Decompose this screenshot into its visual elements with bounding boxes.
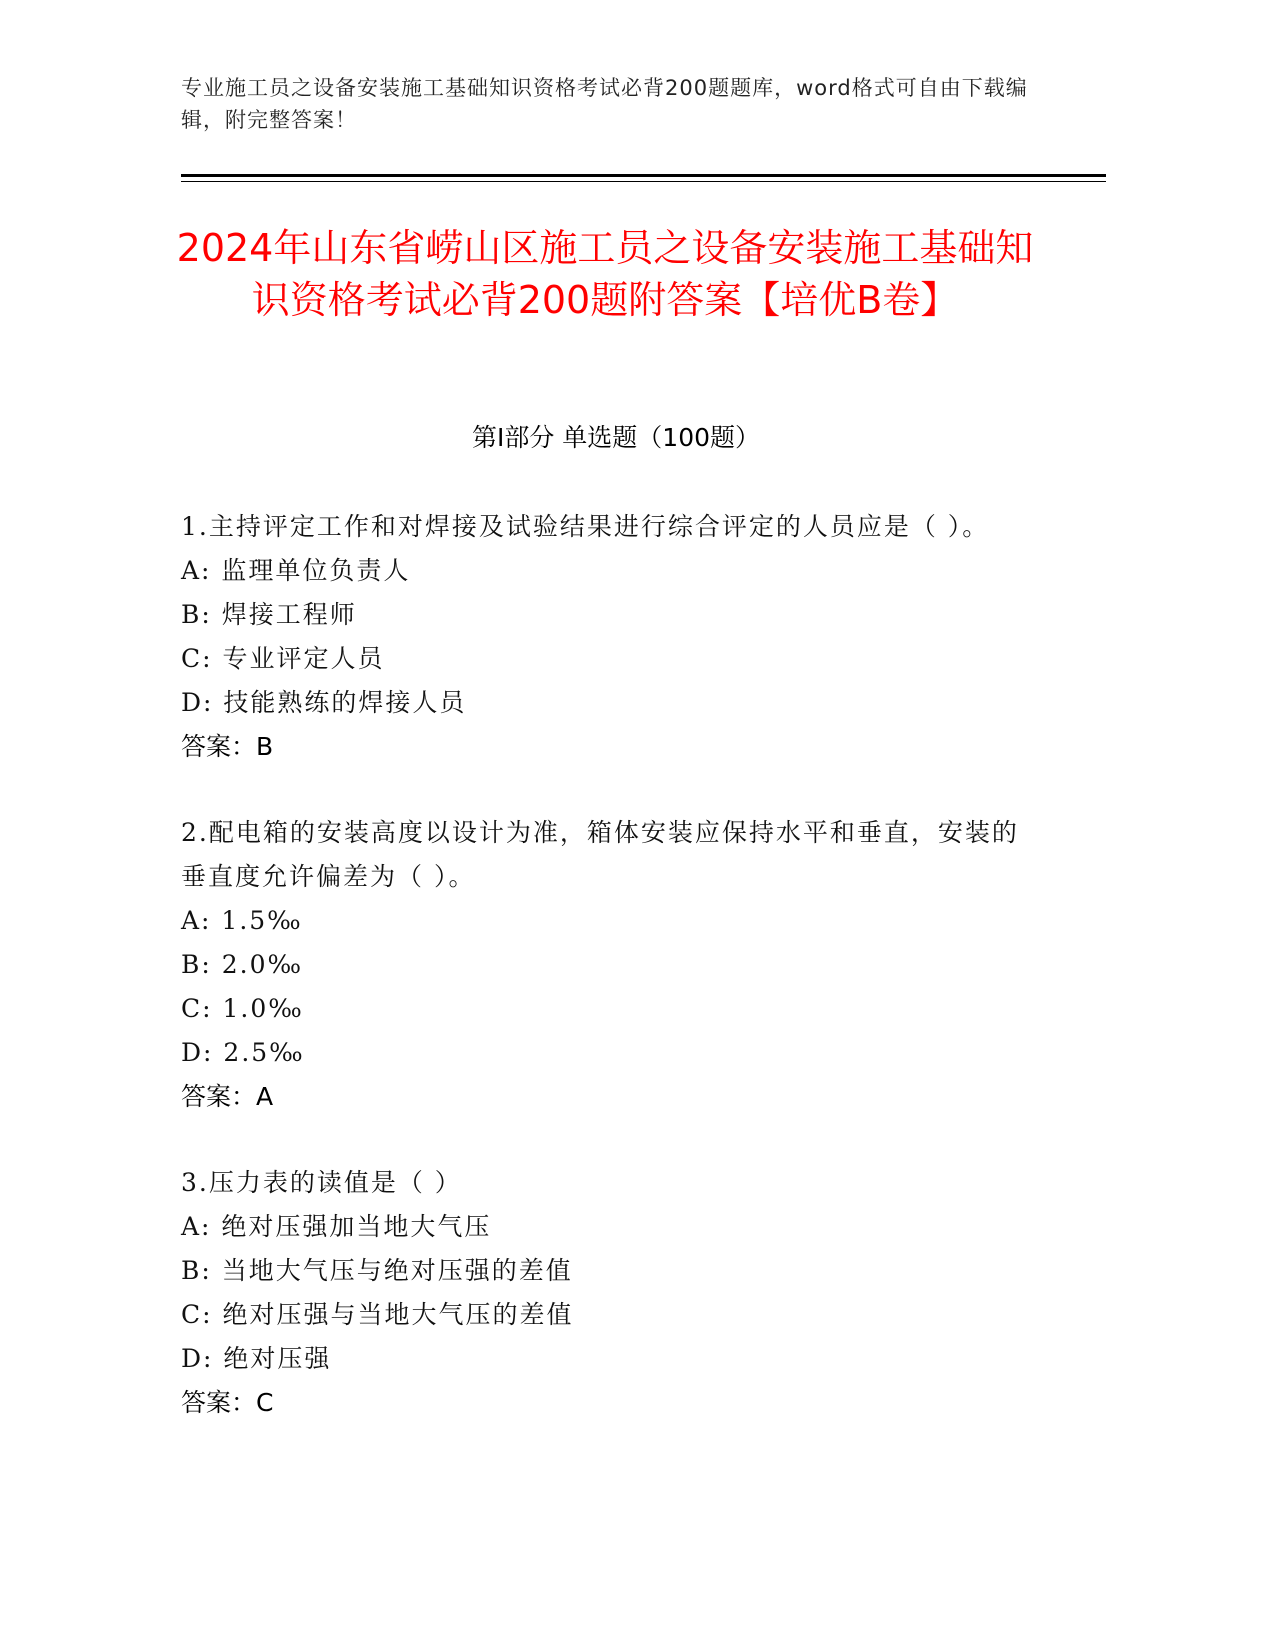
question-text: 3.压力表的读值是（ ） — [181, 1168, 462, 1197]
question-3 — [181, 1161, 1061, 1425]
option-d: D: 2.5‰ — [181, 1038, 305, 1067]
option-c: C: 1.0‰ — [181, 994, 304, 1023]
question-2 — [181, 811, 1061, 1119]
answer-line: 答案：A — [181, 1082, 274, 1111]
option-b: B: 焊接工程师 — [181, 600, 357, 629]
header-rule-thin — [181, 181, 1106, 182]
option-c: C: 绝对压强与当地大气压的差值 — [181, 1300, 574, 1329]
answer-line: 答案：B — [181, 732, 274, 761]
option-b: B: 当地大气压与绝对压强的差值 — [181, 1256, 573, 1285]
option-b: B: 2.0‰ — [181, 950, 304, 979]
option-d: D: 技能熟练的焊接人员 — [181, 688, 467, 717]
option-a: A: 监理单位负责人 — [181, 556, 411, 585]
question-list — [181, 505, 1061, 1467]
answer-line: 答案：C — [181, 1388, 274, 1417]
option-a: A: 绝对压强加当地大气压 — [181, 1212, 492, 1241]
question-text: 2.配电箱的安装高度以设计为准，箱体安装应保持水平和垂直，安装的垂直度允许偏差为（ ）。 — [181, 818, 1019, 891]
question-text: 1.主持评定工作和对焊接及试验结果进行综合评定的人员应是（ ）。 — [181, 512, 990, 541]
option-a: A: 1.5‰ — [181, 906, 303, 935]
header-rule-thick — [181, 174, 1106, 177]
question-1 — [181, 505, 1061, 769]
option-d: D: 绝对压强 — [181, 1344, 332, 1373]
document-title: 2024年山东省崂山区施工员之设备安装施工基础知识资格考试必背200题附答案【培优B卷】 — [176, 226, 1034, 322]
option-c: C: 专业评定人员 — [181, 644, 385, 673]
header-note: 专业施工员之设备安装施工基础知识资格考试必背200题题库，word格式可自由下载编辑，附完整答案！ — [181, 76, 1028, 132]
section-heading: 第Ⅰ部分 单选题（100题） — [471, 423, 761, 452]
